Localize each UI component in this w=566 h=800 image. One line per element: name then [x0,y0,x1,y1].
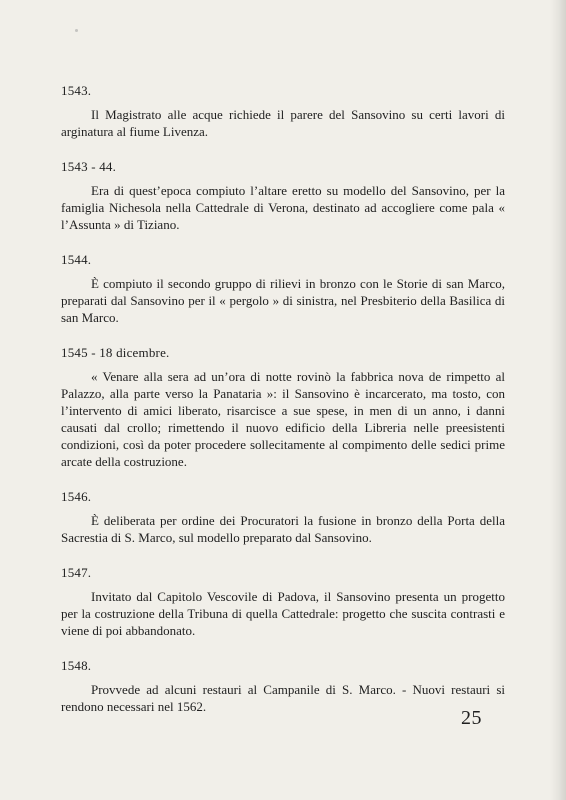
chronology-entry [61,344,505,470]
entry-text: È deliberata per ordine dei Procuratori la fusione in bronzo della Porta della Sacrestia di S. Marco, sul modello preparato dal Sansovino. [61,513,505,545]
chronology-entry [61,488,505,546]
chronology-entry [61,564,505,639]
entry-date: 1545 - 18 dicembre. [61,345,170,360]
chronology-entry [61,82,505,140]
paper-mark [75,29,78,32]
entry-date: 1548. [61,658,92,673]
page-number: 25 [461,707,482,729]
entry-text: È compiuto il secondo gruppo di rilievi in bronzo con le Storie di san Marco, preparati dal Sansovino per il « pergolo » di sinistra, nel Presbiterio della Basilica di san Marco. [61,276,505,325]
entry-text: Provvede ad alcuni restauri al Campanile di S. Marco. - Nuovi restauri si rendono necessari nel 1562. [61,682,505,714]
entry-text: Era di quest’epoca compiuto l’altare eretto su modello del Sansovino, per la famiglia Nichesola nella Cattedrale di Verona, destinato ad accogliere come pala « l’Assunta » di Tiziano. [61,183,505,232]
entry-text: « Venare alla sera ad un’ora di notte rovinò la fabbrica nova de rimpetto al Palazzo, alla parte verso la Panataria »: il Sansovino è incarcerato, ma tosto, con l’intervento di amici liberato, risarcisce a sue spese, in men di un anno, i danni causati dal crollo; rimettendo il nuovo edificio della Libreria nelle preesistenti condizioni, così da poter procedere sollecitamente al compimento delle sedici prime arcate della costruzione. [61,369,505,469]
entry-date: 1546. [61,489,92,504]
entry-text: Invitato dal Capitolo Vescovile di Padova, il Sansovino presenta un progetto per la costruzione della Tribuna di quella Cattedrale: progetto che suscita contrasti e viene di poi abbandonato. [61,589,505,638]
entry-date: 1543 - 44. [61,159,117,174]
entry-date: 1544. [61,252,92,267]
entry-date: 1543. [61,83,92,98]
entry-date: 1547. [61,565,92,580]
chronology-entry [61,158,505,233]
page-edge-shadow [550,0,566,800]
chronology-content [61,82,505,715]
chronology-entry [61,657,505,715]
chronology-entry [61,251,505,326]
entry-text: Il Magistrato alle acque richiede il parere del Sansovino su certi lavori di arginatura al fiume Livenza. [61,107,505,139]
